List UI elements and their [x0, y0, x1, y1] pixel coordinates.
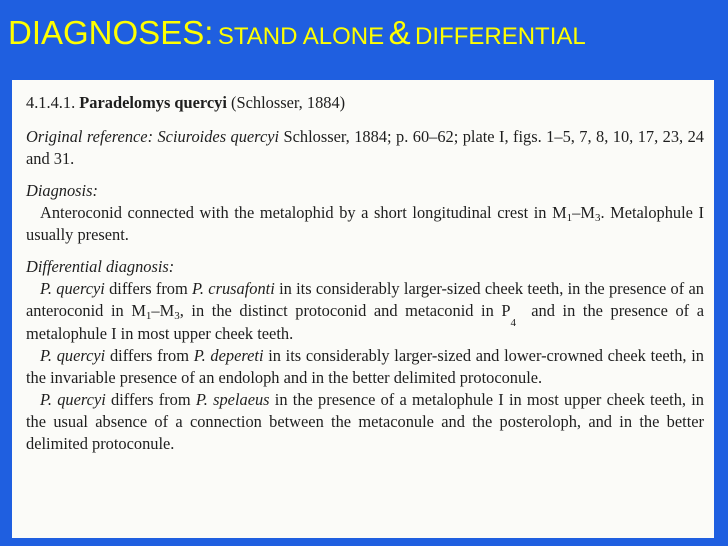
entry-heading [26, 92, 704, 114]
scanned-text-page [12, 80, 714, 538]
title-part2: DIFFERENTIAL [415, 23, 586, 50]
p1-text-e: and in the presence of a metalophule I in most upper cheek teeth. [26, 301, 705, 343]
reference-text-b: figs. 1–5, 7, 8, 10, 17, 23, 24 and 31. [26, 127, 704, 168]
diagnosis-line1: Anteroconid connected with the metalophid by a short longitudinal crest [40, 203, 529, 222]
differential-paragraph-3 [26, 389, 704, 455]
p2-species: P. quercyi [40, 346, 106, 365]
original-reference [26, 126, 704, 170]
differential-paragraph-2 [26, 345, 704, 389]
p1-species-compared: P. crusafonti [192, 279, 275, 298]
diagnosis-line2-a: in M [533, 203, 567, 222]
diagnosis-label: Diagnosis: [26, 181, 98, 200]
p3-text-a: differs from [111, 390, 191, 409]
p1-text-b: in its considerably larger-sized cheek teeth, in the presence of an anteroconid in M [26, 279, 704, 320]
p1-species: P. quercyi [40, 279, 105, 298]
title-main: DIAGNOSES: [8, 14, 214, 51]
p3-text-b: in the presence of a metalophule I in most upper cheek teeth, in the usual absence of a connection between the metaconule and the posteroloph, and in the better delimited protoconule. [26, 390, 704, 453]
diagnosis-sub1: 1 [566, 212, 573, 224]
differential-paragraph-1 [26, 278, 704, 345]
diagnosis-sub2: 3 [594, 212, 601, 224]
entry-number: 4.1.4.1. [26, 93, 76, 112]
p1-sub1: 1 [145, 310, 152, 322]
entry-name: Paradelomys quercyi [79, 93, 227, 112]
p1-text-c: –M [151, 301, 175, 320]
reference-label: Original reference: [26, 127, 154, 146]
diagnosis-text [26, 202, 704, 246]
diagnosis-section [26, 180, 704, 246]
p1-text-d: , in the distinct protoconid and metaconid in P [179, 301, 511, 320]
p2-text-a: differs from [109, 346, 189, 365]
p1-text-a: differs from [109, 279, 188, 298]
diagnosis-line2-b: –M [572, 203, 595, 222]
p1-sub2: 3 [174, 310, 180, 322]
p2-text-b: in its considerably larger-sized and lower-crowned cheek teeth, in the invariable presence of an endoloph and in the better delimited protoconule. [26, 346, 704, 387]
differential-label: Differential diagnosis: [26, 257, 175, 276]
p3-species-compared: P. spelaeus [195, 390, 270, 409]
title-part1: STAND ALONE [217, 23, 385, 50]
slide-title [8, 14, 586, 52]
reference-taxon: Sciuroides quercyi [157, 127, 280, 146]
differential-section [26, 256, 704, 455]
p2-species-compared: P. depereti [193, 346, 264, 365]
p3-species: P. quercyi [40, 390, 106, 409]
diagnosis-line2-c: . Metalophule I usually present. [26, 203, 705, 244]
title-ampersand: & [388, 14, 411, 51]
reference-text-a: Schlosser, 1884; p. 60–62; plate I, [283, 127, 509, 146]
entry-author: (Schlosser, 1884) [231, 93, 346, 112]
p1-sub3: 4 [510, 317, 517, 329]
